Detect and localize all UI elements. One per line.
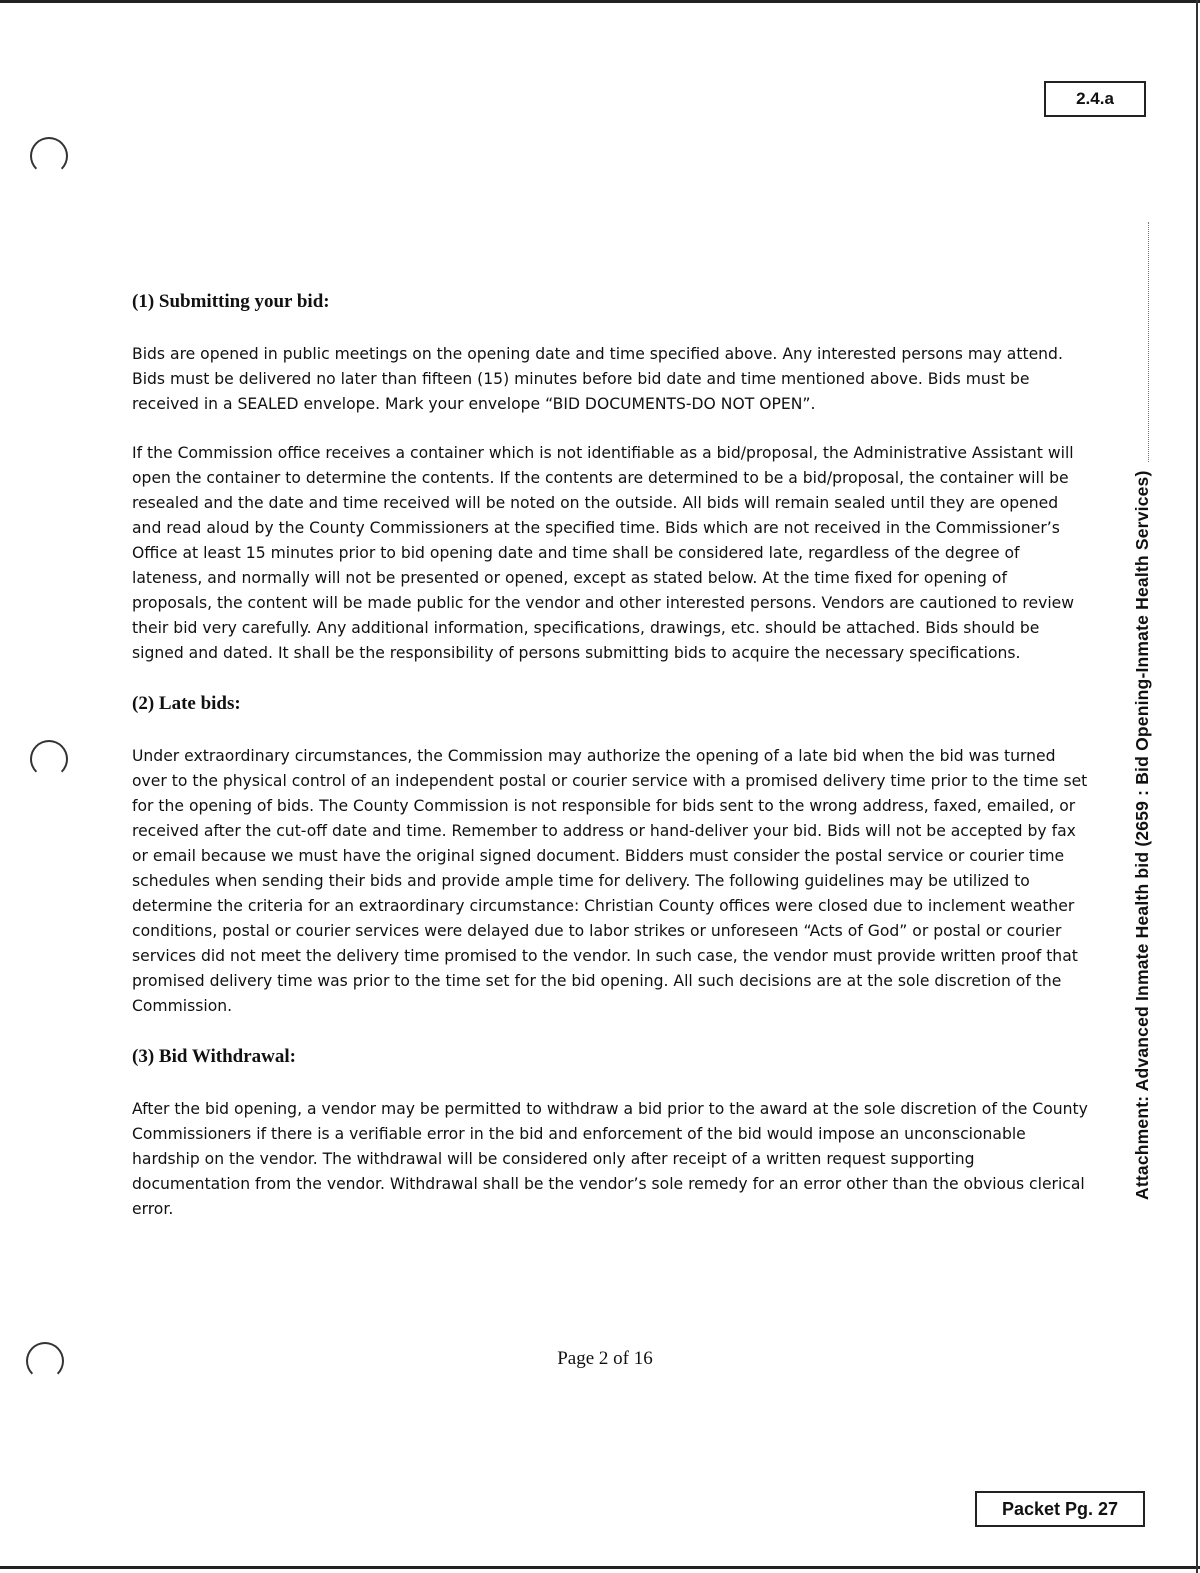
document-body bbox=[132, 288, 1088, 1246]
paragraph: Under extraordinary circumstances, the Commission may authorize the opening of a late bid when the bid was turned over to the physical control of an independent postal or courier service with a promised delivery time prior to the time set for the opening of bids. The County Commission is not responsible for bids sent to the wrong address, faxed, emailed, or received after the cut-off date and time. Remember to address or hand-deliver your bid. Bids will not be accepted by fax or email because we must have the original signed document. Bidders must consider the postal service or courier time schedules when sending their bids and provide ample time for delivery. The following guidelines may be utilized to determine the criteria for an extraordinary circumstance: Christian County offices were closed due to inclement weather conditions, postal or courier services were delayed due to labor strikes or unforeseen “Acts of God” or postal or courier services did not meet the delivery time promised to the vendor. In such case, the vendor must provide written proof that promised delivery time was prior to the time set for the bid opening. All such decisions are at the sole discretion of the Commission. bbox=[132, 747, 1088, 1015]
section-heading bbox=[132, 690, 1088, 718]
section-heading bbox=[132, 288, 1088, 316]
paragraph: After the bid opening, a vendor may be permitted to withdraw a bid prior to the award at the sole discretion of the County Commissioners if there is a verifiable error in the bid and enforcement of the bid would impose an unconscionable hardship on the vendor. The withdrawal will be considered only after receipt of a written request supporting documentation from the vendor. Withdrawal shall be the vendor’s sole remedy for an error other than the obvious clerical error. bbox=[132, 1100, 1088, 1218]
section-number: (3) bbox=[132, 1046, 155, 1067]
paragraph: If the Commission office receives a container which is not identifiable as a bid/proposal, the Administrative Assistant will open the container to determine the contents. If the contents are determined to be a bid/proposal, the container will be resealed and the date and time received will be noted on the outside. All bids will remain sealed until they are opened and read aloud by the County Commissioners at the specified time. Bids which are not received in the Commissioner’s Office at least 15 minutes prior to bid opening date and time shall be considered late, regardless of the degree of lateness, and normally will not be presented or opened, except as stated below. At the time fixed for opening of proposals, the content will be made public for the vendor and other interested persons. Vendors are cautioned to review their bid very carefully. Any additional information, specifications, drawings, etc. should be attached. Bids should be signed and dated. It shall be the responsibility of persons submitting bids to acquire the necessary specifications. bbox=[132, 444, 1074, 662]
section-number: (2) bbox=[132, 693, 155, 714]
section-number: (1) bbox=[132, 291, 155, 312]
paragraph: Bids are opened in public meetings on the opening date and time specified above. Any interested persons may attend. Bids must be delivered no later than fifteen (15) minutes before bid date and time mentioned above. Bids must be received in a SEALED envelope. Mark your envelope “BID DOCUMENTS-DO NOT OPEN”. bbox=[132, 345, 1063, 413]
attachment-side-label: Attachment: Advanced Inmate Health bid (2659 : Bid Opening-Inmate Health Services) bbox=[1132, 470, 1152, 1200]
side-dotted-rule bbox=[1148, 222, 1149, 462]
page-border-bottom bbox=[0, 1566, 1200, 1569]
page-number: Page 2 of 16 bbox=[557, 1348, 653, 1369]
section-late-bids bbox=[132, 690, 1088, 1019]
section-title: Late bids: bbox=[158, 693, 241, 714]
section-title: Bid Withdrawal: bbox=[158, 1046, 296, 1067]
section-heading bbox=[132, 1043, 1088, 1071]
page-border-right bbox=[1196, 0, 1198, 1573]
punch-hole-icon bbox=[30, 740, 68, 778]
agenda-item-tag: 2.4.a bbox=[1044, 81, 1146, 117]
section-title: Submitting your bid: bbox=[158, 291, 330, 312]
page-border-top bbox=[0, 0, 1200, 3]
section-bid-withdrawal bbox=[132, 1043, 1088, 1222]
section-submitting bbox=[132, 288, 1088, 666]
packet-page-tag: Packet Pg. 27 bbox=[975, 1491, 1145, 1527]
punch-hole-icon bbox=[30, 137, 68, 175]
